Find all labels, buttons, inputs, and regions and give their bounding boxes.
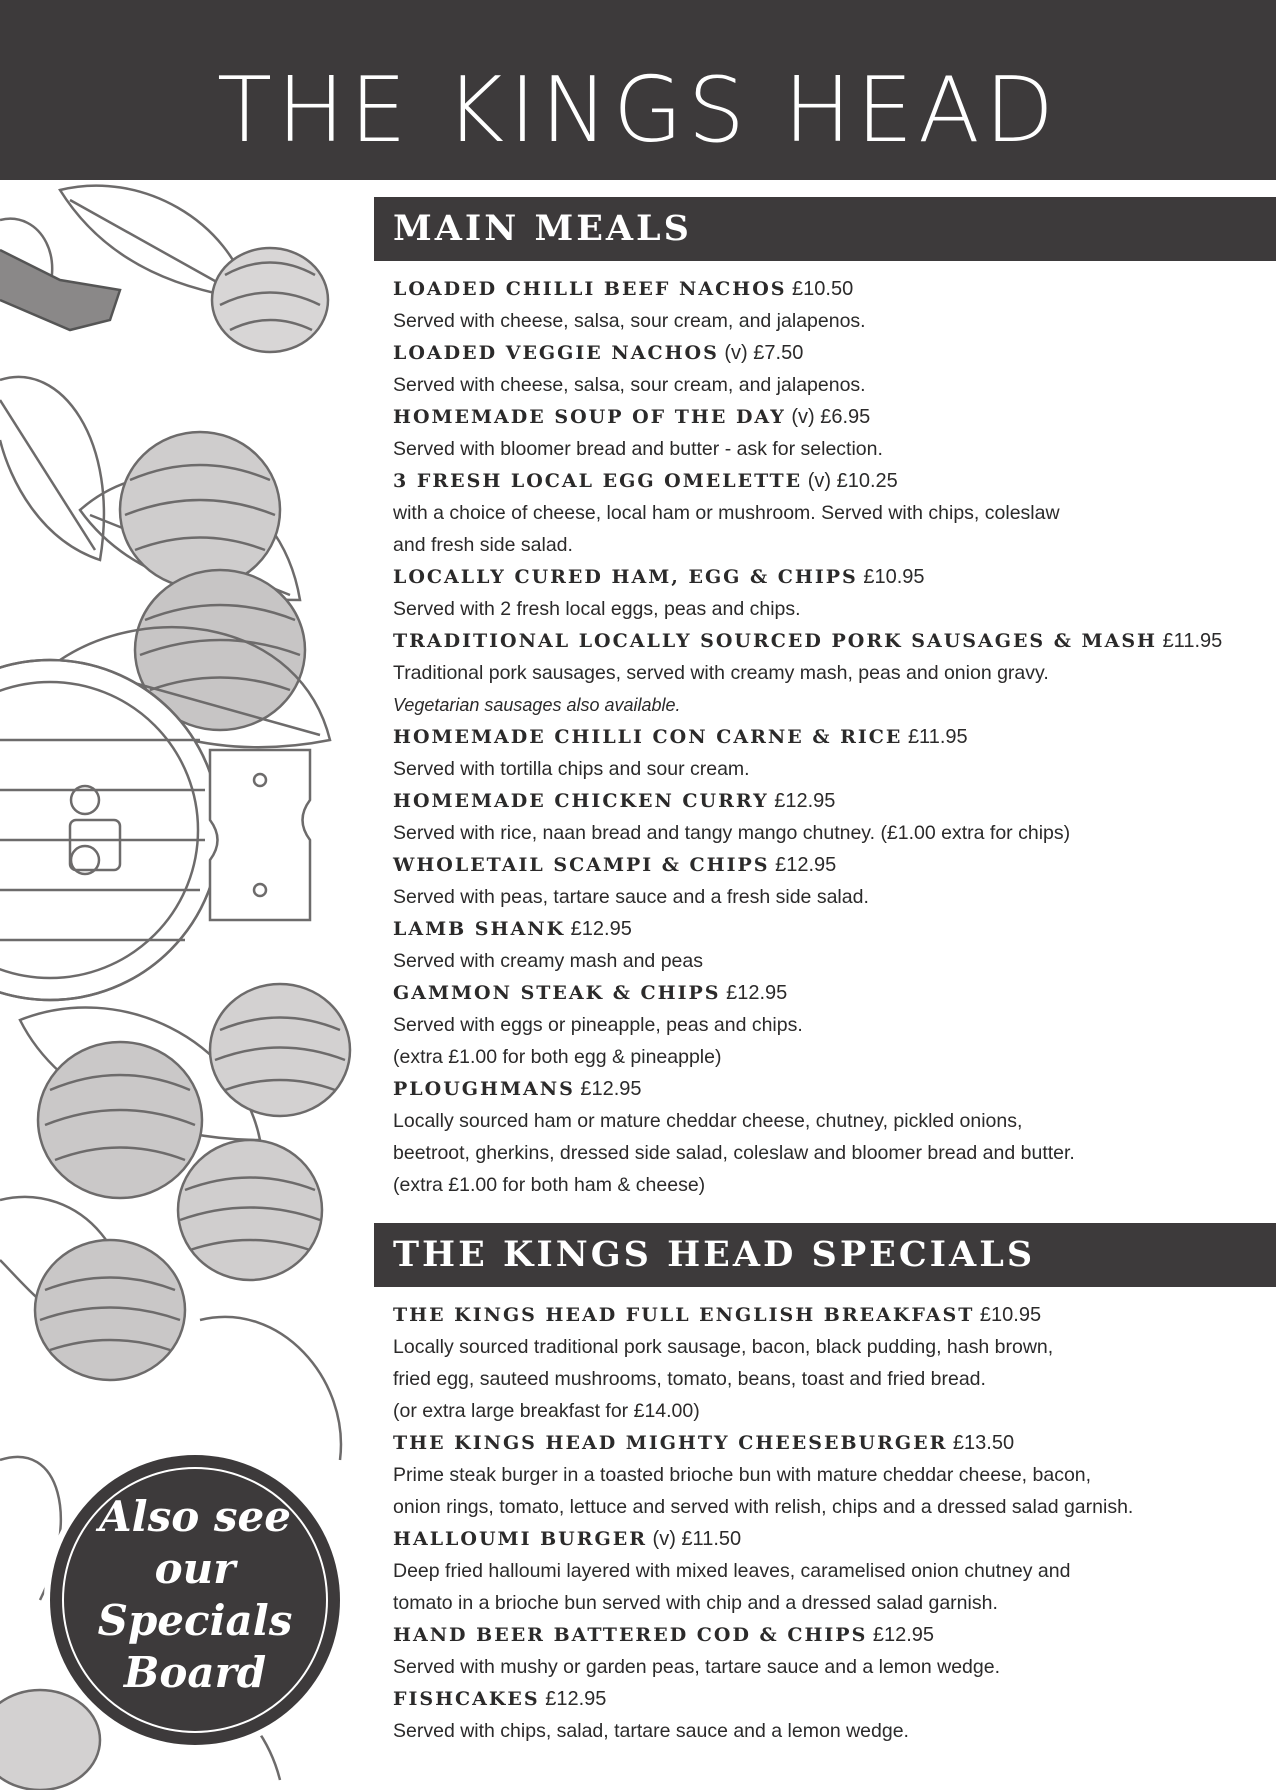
menu-content bbox=[374, 197, 1276, 1755]
menu-item-name: THE KINGS HEAD MIGHTY CHEESEBURGER bbox=[393, 1432, 948, 1454]
menu-item-description: Served with rice, naan bread and tangy mango chutney. (£1.00 extra for chips) bbox=[393, 822, 1071, 844]
badge-line: Specials bbox=[97, 1596, 293, 1645]
menu-item bbox=[393, 1683, 1276, 1747]
badge-text bbox=[50, 1491, 340, 1699]
menu-item-description: and fresh side salad. bbox=[393, 534, 573, 556]
menu-item-title-line bbox=[393, 1683, 1276, 1715]
menu-item-title-line bbox=[393, 1523, 1276, 1555]
menu-item-price: £11.50 bbox=[681, 1528, 742, 1550]
menu-item-description: Locally sourced ham or mature cheddar cheese, chutney, pickled onions, bbox=[393, 1110, 1023, 1132]
menu-item-description: Served with mushy or garden peas, tartare sauce and a lemon wedge. bbox=[393, 1656, 1001, 1678]
menu-item-name: PLOUGHMANS bbox=[393, 1078, 575, 1100]
menu-item-description: Locally sourced traditional pork sausage, bacon, black pudding, hash brown, bbox=[393, 1336, 1054, 1358]
menu-item bbox=[393, 849, 1276, 913]
menu-item bbox=[393, 337, 1276, 401]
menu-item bbox=[393, 1073, 1276, 1201]
menu-item-description: (extra £1.00 for both egg & pineapple) bbox=[393, 1046, 722, 1068]
menu-item bbox=[393, 273, 1276, 337]
menu-item-price: £10.95 bbox=[979, 1304, 1042, 1326]
menu-item-title-line bbox=[393, 273, 1276, 305]
menu-item-title-line bbox=[393, 721, 1276, 753]
menu-item-title-line bbox=[393, 849, 1276, 881]
menu-item bbox=[393, 401, 1276, 465]
menu-item-description: Served with chips, salad, tartare sauce and a lemon wedge. bbox=[393, 1720, 909, 1742]
menu-item-title-line bbox=[393, 1427, 1276, 1459]
menu-item-price: £12.95 bbox=[872, 1624, 935, 1646]
menu-item-name: GAMMON STEAK & CHIPS bbox=[393, 982, 721, 1004]
menu-item-name: HALLOUMI BURGER bbox=[393, 1528, 647, 1550]
menu-item-title-line bbox=[393, 625, 1276, 657]
menu-item bbox=[393, 913, 1276, 977]
menu-item-price: £11.95 bbox=[1162, 630, 1223, 652]
specials-board-badge bbox=[50, 1455, 340, 1745]
menu-item-title-line bbox=[393, 337, 1276, 369]
menu-item bbox=[393, 977, 1276, 1073]
menu-item bbox=[393, 721, 1276, 785]
menu-item-description: Served with creamy mash and peas bbox=[393, 950, 703, 972]
menu-item-title-line bbox=[393, 1073, 1276, 1105]
menu-item bbox=[393, 561, 1276, 625]
menu-item-description: Served with 2 fresh local eggs, peas and chips. bbox=[393, 598, 801, 620]
menu-item-price: £11.95 bbox=[907, 726, 968, 748]
menu-item-name: LOADED VEGGIE NACHOS bbox=[393, 342, 719, 364]
menu-item-name: HOMEMADE CHILLI CON CARNE & RICE bbox=[393, 726, 903, 748]
menu-item-list bbox=[374, 1287, 1276, 1755]
menu-item-price: £12.95 bbox=[774, 790, 836, 812]
menu-item-name: LOADED CHILLI BEEF NACHOS bbox=[393, 278, 787, 300]
menu-item-name: TRADITIONAL LOCALLY SOURCED PORK SAUSAGES & MASH bbox=[393, 630, 1157, 652]
menu-item-name: 3 FRESH LOCAL EGG OMELETTE bbox=[393, 470, 803, 492]
menu-item-description: (extra £1.00 for both ham & cheese) bbox=[393, 1174, 706, 1196]
menu-item bbox=[393, 1523, 1276, 1619]
menu-item bbox=[393, 785, 1276, 849]
menu-item-price: £7.50 bbox=[753, 342, 804, 364]
section-header: THE KINGS HEAD SPECIALS bbox=[374, 1223, 1276, 1287]
menu-item bbox=[393, 1619, 1276, 1683]
menu-item-title-line bbox=[393, 1299, 1276, 1331]
section-gap bbox=[374, 1209, 1276, 1223]
menu-item-price: £10.50 bbox=[792, 278, 854, 300]
badge-line: Also see bbox=[99, 1492, 291, 1541]
menu-item-description: with a choice of cheese, local ham or mushroom. Served with chips, coleslaw bbox=[393, 502, 1060, 524]
menu-item-price: £10.95 bbox=[863, 566, 925, 588]
menu-item bbox=[393, 465, 1276, 561]
menu-item-price: £12.95 bbox=[570, 918, 632, 940]
menu-item-name: LOCALLY CURED HAM, EGG & CHIPS bbox=[393, 566, 858, 588]
menu-item-price: £13.50 bbox=[952, 1432, 1015, 1454]
menu-item-description: Served with tortilla chips and sour cream. bbox=[393, 758, 750, 780]
menu-item-description: Served with cheese, salsa, sour cream, and jalapenos. bbox=[393, 310, 866, 332]
vegetarian-marker: (v) bbox=[807, 470, 832, 492]
menu-item-title-line bbox=[393, 977, 1276, 1009]
menu-item-description: Deep fried halloumi layered with mixed leaves, caramelised onion chutney and bbox=[393, 1560, 1071, 1582]
menu-item-price: £12.95 bbox=[545, 1688, 607, 1710]
menu-item-name: WHOLETAIL SCAMPI & CHIPS bbox=[393, 854, 770, 876]
menu-item-description: Traditional pork sausages, served with creamy mash, peas and onion gravy. bbox=[393, 662, 1049, 684]
menu-item-description: Served with cheese, salsa, sour cream, and jalapenos. bbox=[393, 374, 866, 396]
menu-item bbox=[393, 1427, 1276, 1523]
menu-item-description: Served with peas, tartare sauce and a fresh side salad. bbox=[393, 886, 869, 908]
menu-item-description: onion rings, tomato, lettuce and served with relish, chips and a dressed salad garnish. bbox=[393, 1496, 1134, 1518]
menu-item-price: £12.95 bbox=[580, 1078, 642, 1100]
section-header: MAIN MEALS bbox=[374, 197, 1276, 261]
menu-item-price: £12.95 bbox=[726, 982, 788, 1004]
menu-item-name: LAMB SHANK bbox=[393, 918, 566, 940]
menu-item-price: £10.25 bbox=[836, 470, 898, 492]
menu-item-title-line bbox=[393, 465, 1276, 497]
menu-item-name: THE KINGS HEAD FULL ENGLISH BREAKFAST bbox=[393, 1304, 975, 1326]
menu-item-note: Vegetarian sausages also available. bbox=[393, 695, 681, 715]
menu-item-price: £12.95 bbox=[775, 854, 837, 876]
menu-item-list bbox=[374, 261, 1276, 1209]
menu-item bbox=[393, 625, 1276, 721]
menu-item-description: (or extra large breakfast for £14.00) bbox=[393, 1400, 700, 1422]
menu-item bbox=[393, 1299, 1276, 1427]
vegetarian-marker: (v) bbox=[652, 1528, 676, 1550]
menu-item-price: £6.95 bbox=[820, 406, 871, 428]
menu-item-description: tomato in a brioche bun served with chip and a dressed salad garnish. bbox=[393, 1592, 998, 1614]
menu-item-name: HAND BEER BATTERED COD & CHIPS bbox=[393, 1624, 868, 1646]
menu-item-name: HOMEMADE CHICKEN CURRY bbox=[393, 790, 769, 812]
menu-item-description: Served with bloomer bread and butter - ask for selection. bbox=[393, 438, 883, 460]
menu-item-name: FISHCAKES bbox=[393, 1688, 540, 1710]
menu-item-title-line bbox=[393, 913, 1276, 945]
menu-item-description: Served with eggs or pineapple, peas and chips. bbox=[393, 1014, 803, 1036]
menu-item-description: beetroot, gherkins, dressed side salad, coleslaw and bloomer bread and butter. bbox=[393, 1142, 1075, 1164]
vegetarian-marker: (v) bbox=[724, 342, 748, 364]
menu-item-description: fried egg, sauteed mushrooms, tomato, beans, toast and fried bread. bbox=[393, 1368, 986, 1390]
badge-line: our bbox=[154, 1544, 236, 1593]
menu-item-title-line bbox=[393, 401, 1276, 433]
menu-item-description: Prime steak burger in a toasted brioche bun with mature cheddar cheese, bacon, bbox=[393, 1464, 1092, 1486]
menu-item-title-line bbox=[393, 561, 1276, 593]
menu-item-title-line bbox=[393, 785, 1276, 817]
menu-item-name: HOMEMADE SOUP OF THE DAY bbox=[393, 406, 786, 428]
page-title: THE KINGS HEAD bbox=[217, 58, 1059, 163]
vegetarian-marker: (v) bbox=[791, 406, 815, 428]
badge-line: Board bbox=[123, 1648, 267, 1697]
menu-item-title-line bbox=[393, 1619, 1276, 1651]
header-banner bbox=[0, 0, 1276, 180]
